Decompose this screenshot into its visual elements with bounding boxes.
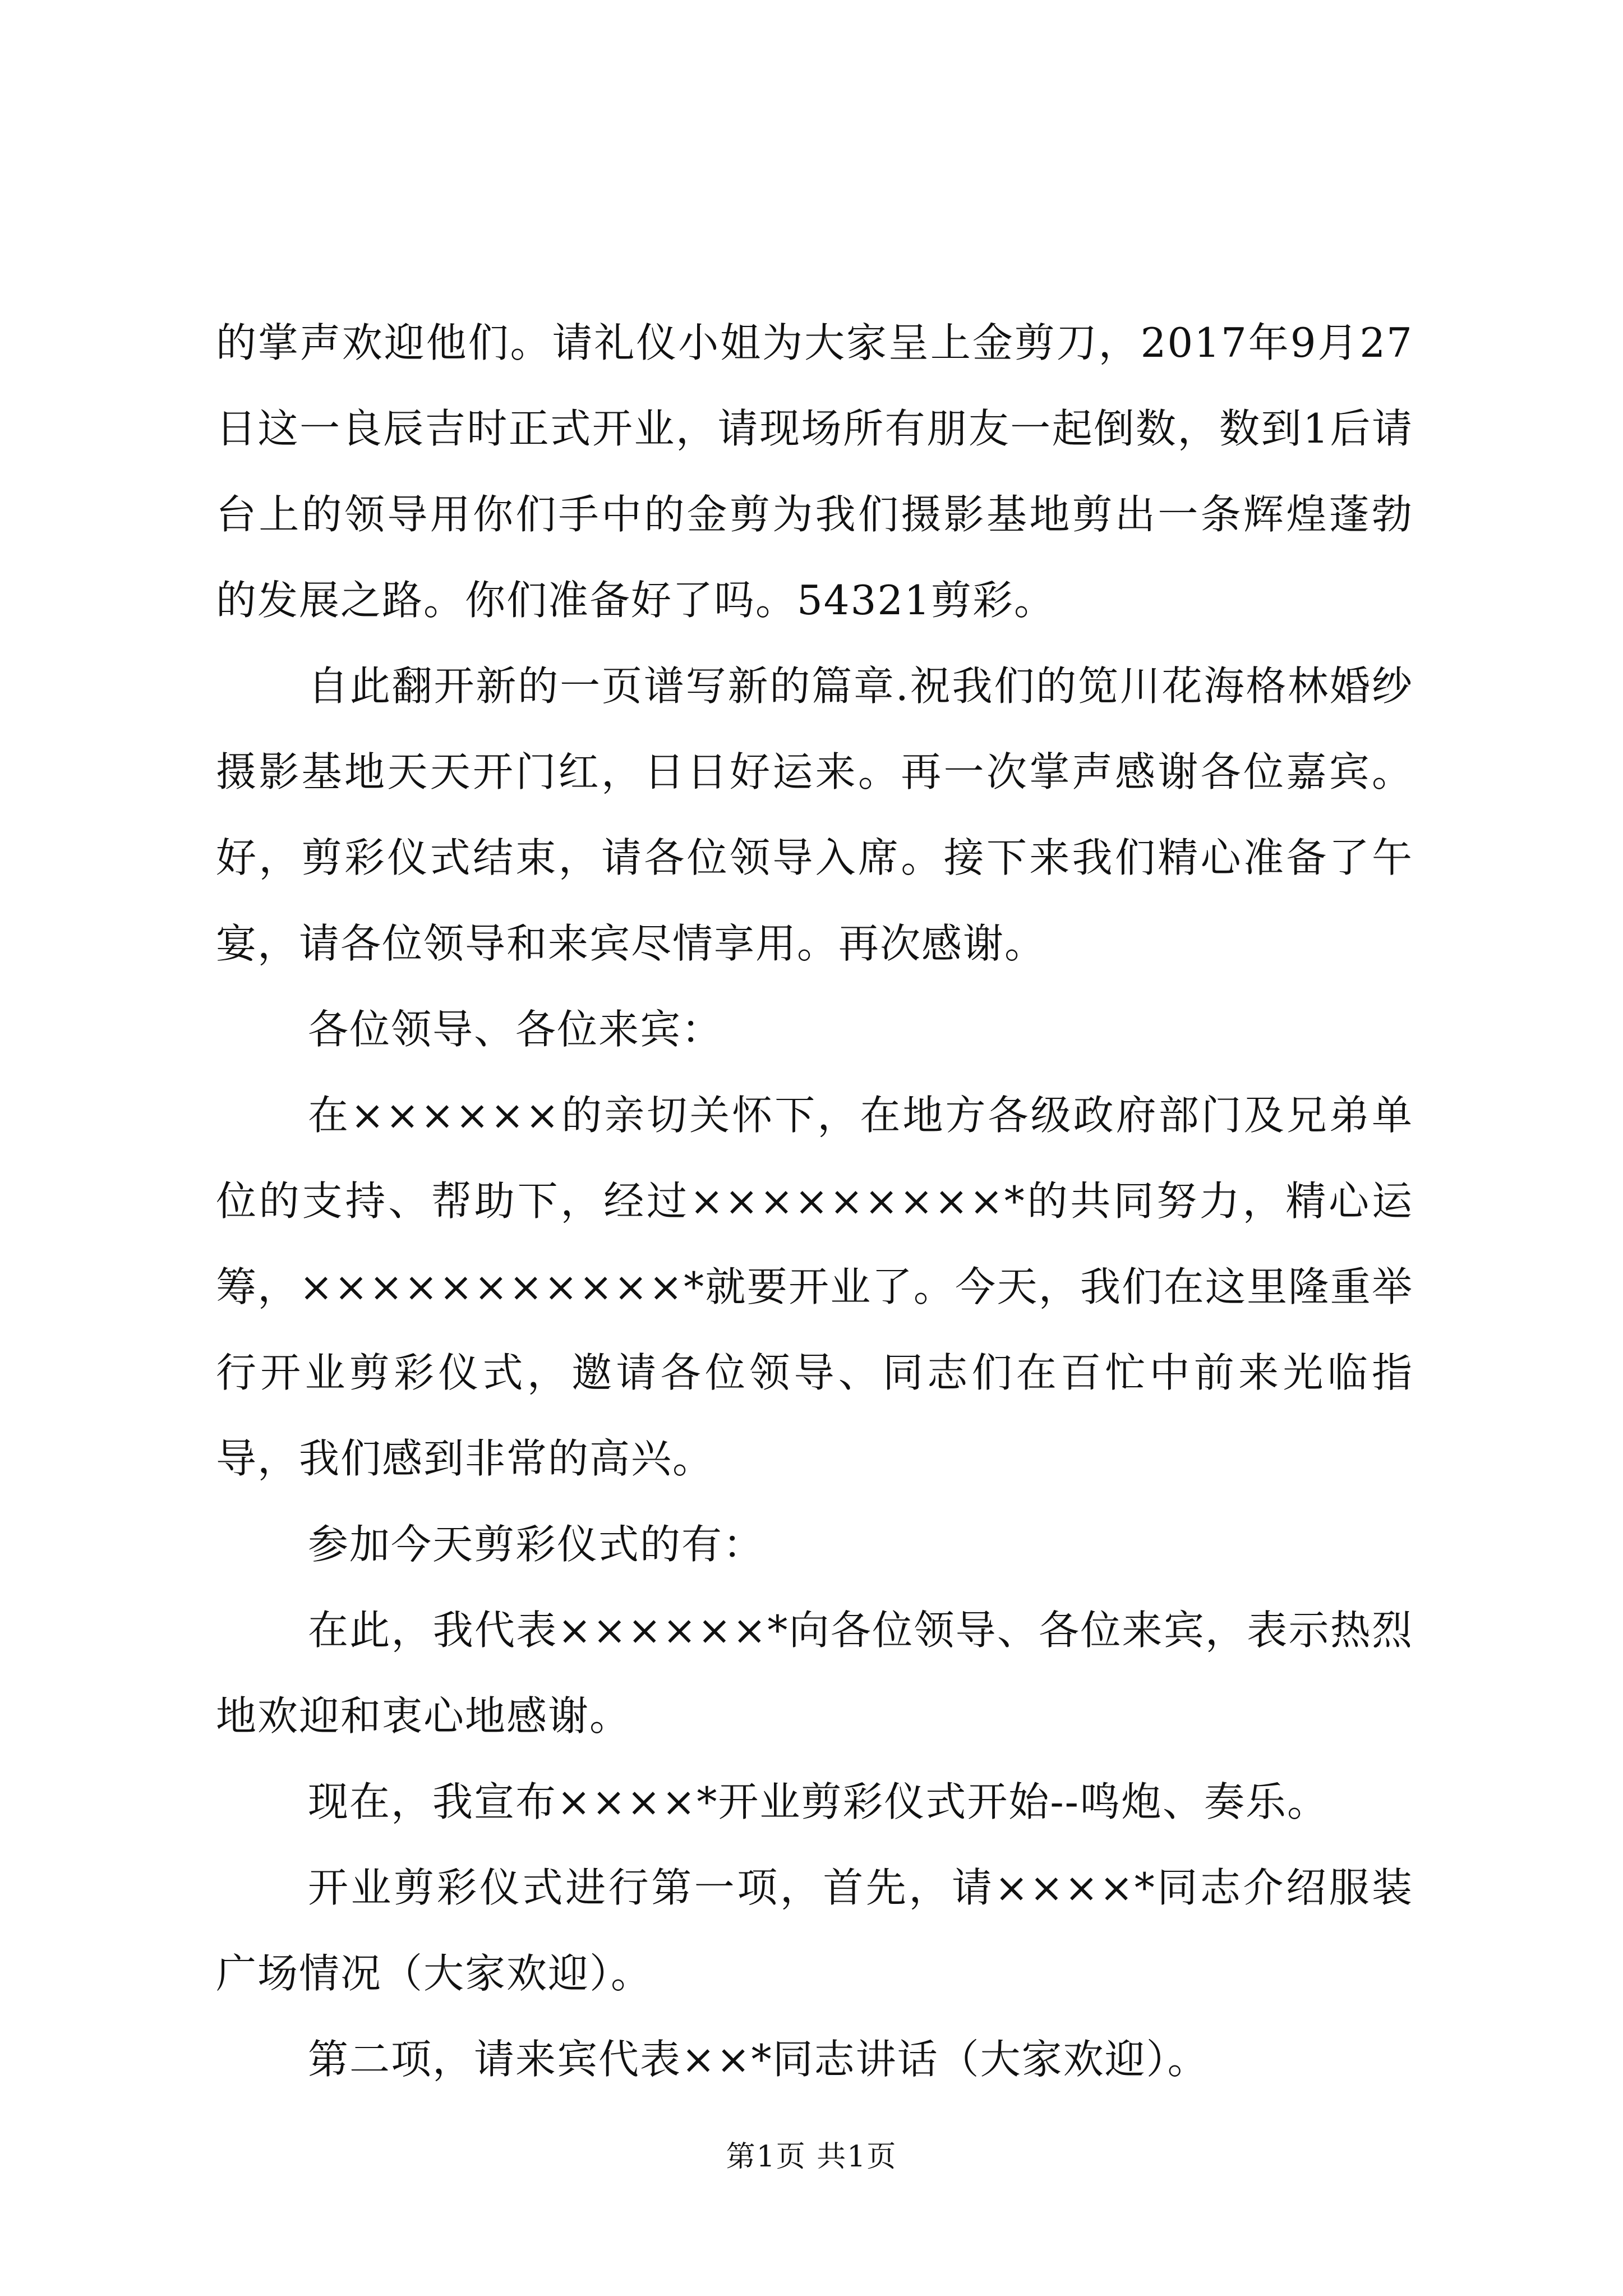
paragraph-9: 第二项，请来宾代表××*同志讲话（大家欢迎）。 xyxy=(308,2036,1209,2083)
paragraph-8: 开业剪彩仪式进行第一项，首先，请××××*同志介绍服装广场情况（大家欢迎）。 xyxy=(216,1864,1413,1997)
paragraph-3: 各位领导、各位来宾： xyxy=(308,1006,723,1053)
page-footer: 第1页 共1页 xyxy=(726,2140,897,2174)
paragraph-2: 自此翻开新的一页谱写新的篇章.祝我们的笕川花海格林婚纱摄影基地天天开门红，日日好运来。再一次掌声感谢各位嘉宾。好，剪彩仪式结束，请各位领导入席。接下来我们精心准备了午宴，请各位领导和来宾尽情享用。再次感谢。 xyxy=(216,662,1413,967)
paragraph-6: 在此，我代表××××××*向各位领导、各位来宾，表示热烈地欢迎和衷心地感谢。 xyxy=(216,1607,1413,1740)
paragraph-4: 在××××××的亲切关怀下，在地方各级政府部门及兄弟单位的支持、帮助下，经过×××××××××*的共同努力，精心运筹，×××××××××××*就要开业了。今天，我们在这里隆重举行开业剪彩仪式，邀请各位领导、同志们在百忙中前来光临指导，我们感到非常的高兴。 xyxy=(216,1092,1413,1482)
document-body xyxy=(216,300,1413,2102)
paragraph-5: 参加今天剪彩仪式的有： xyxy=(308,1521,765,1568)
paragraph-1: 的掌声欢迎他们。请礼仪小姐为大家呈上金剪刀，2017年9月27日这一良辰吉时正式开业，请现场所有朋友一起倒数，数到1后请台上的领导用你们手中的金剪为我们摄影基地剪出一条辉煌蓬勃的发展之路。你们准备好了吗。54321剪彩。 xyxy=(216,319,1413,624)
paragraph-7: 现在，我宣布××××*开业剪彩仪式开始--鸣炮、奏乐。 xyxy=(308,1778,1329,1825)
